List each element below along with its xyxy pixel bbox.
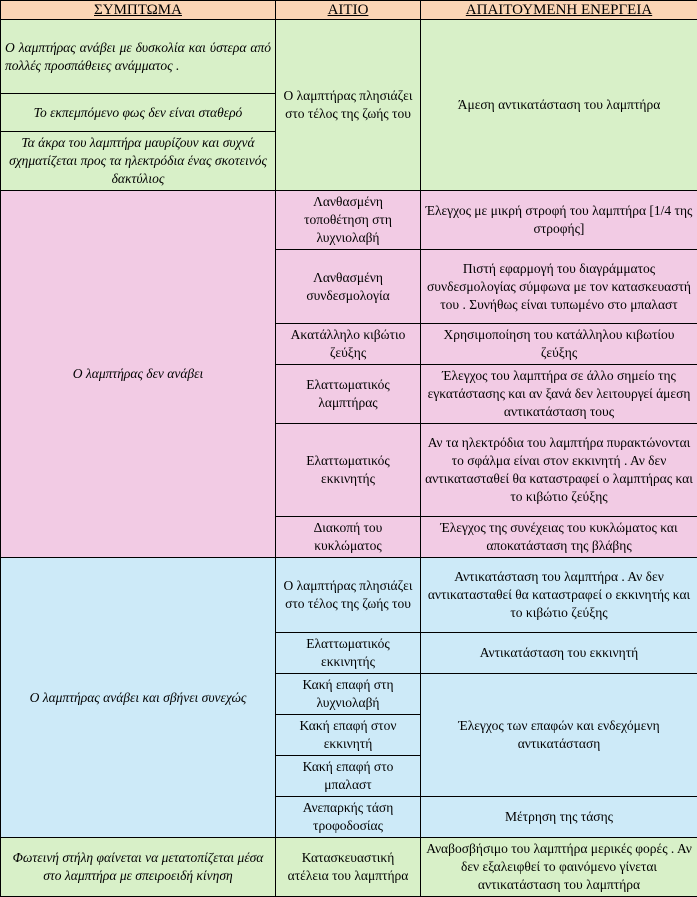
cause-cell: Διακοπή του κυκλώματος: [276, 517, 421, 558]
symptom-cell: Ο λαμπτήρας ανάβει με δυσκολία και ύστερα από πολλές προσπάθειες ανάμματος .: [1, 20, 276, 94]
action-cell: Έλεγχος των επαφών και ενδεχόμενη αντικατάσταση: [421, 674, 697, 797]
cause-cell: Κατασκευαστική ατέλεια του λαμπτήρα: [276, 838, 421, 897]
action-cell: Αντικατάσταση του λαμπτήρα . Αν δεν αντικατασταθεί θα καταστραφεί ο εκκινητής και το κιβώτιο ζεύξης: [421, 558, 697, 633]
cause-cell: Ελαττωματικός λαμπτήρας: [276, 365, 421, 424]
cause-cell: Κακή επαφή στον εκκινητή: [276, 715, 421, 756]
symptom-cell: Φωτεινή στήλη φαίνεται να μετατοπίζεται μέσα στο λαμπτήρα με σπειροειδή κίνηση: [1, 838, 276, 897]
cause-cell: Ανεπαρκής τάση τροφοδοσίας: [276, 797, 421, 838]
action-cell: Έλεγχος με μικρή στροφή του λαμπτήρα [1/4 της στροφής]: [421, 191, 697, 250]
cause-cell: Κακή επαφή στο μπαλαστ: [276, 756, 421, 797]
cause-cell: Λανθασμένη συνδεσμολογία: [276, 250, 421, 324]
table-row: [1, 20, 697, 94]
cause-cell: Ελαττωματικός εκκινητής: [276, 633, 421, 674]
cause-cell: Λανθασμένη τοποθέτηση στη λυχνιολαβή: [276, 191, 421, 250]
cause-cell: Κακή επαφή στη λυχνιολαβή: [276, 674, 421, 715]
symptom-cell: Ο λαμπτήρας δεν ανάβει: [1, 191, 276, 558]
table-row: [1, 838, 697, 897]
action-cell: Έλεγχος της συνέχειας του κυκλώματος και αποκατάσταση της βλάβης: [421, 517, 697, 558]
action-cell: Χρησιμοποίηση του κατάλληλου κιβωτίου ζεύξης: [421, 324, 697, 365]
action-cell: Έλεγχος του λαμπτήρα σε άλλο σημείο της εγκατάστασης και αν ξανά δεν λειτουργεί άμεση αντικατάσταση τους: [421, 365, 697, 424]
header-cause: ΑΙΤΙΟ: [276, 1, 421, 20]
action-cell: Αναβοσβήσιμο του λαμπτήρα μερικές φορές . Αν δεν εξαλειφθεί το φαινόμενο γίνεται αντικατάσταση του λαμπτήρα: [421, 838, 697, 897]
table-row: [1, 558, 697, 633]
action-cell: Αν τα ηλεκτρόδια του λαμπτήρα πυρακτώνονται το σφάλμα είναι στον εκκινητή . Αν δεν αντικατασταθεί θα καταστραφεί ο λαμπτήρας και το κιβώτιο ζεύξης: [421, 424, 697, 517]
cause-cell: Ο λαμπτήρας πλησιάζει στο τέλος της ζωής του: [276, 558, 421, 633]
header-action: ΑΠΑΙΤΟΥΜΕΝΗ ΕΝΕΡΓΕΙΑ: [421, 1, 697, 20]
cause-cell: Ελαττωματικός εκκινητής: [276, 424, 421, 517]
table-row: [1, 191, 697, 250]
cause-cell: Ο λαμπτήρας πλησιάζει στο τέλος της ζωής του: [276, 20, 421, 191]
header-row: [1, 1, 697, 20]
header-symptom: ΣΥΜΠΤΩΜΑ: [1, 1, 276, 20]
symptom-cell: Ο λαμπτήρας ανάβει και σβήνει συνεχώς: [1, 558, 276, 838]
action-cell: Άμεση αντικατάσταση του λαμπτήρα: [421, 20, 697, 191]
cause-cell: Ακατάλληλο κιβώτιο ζεύξης: [276, 324, 421, 365]
action-cell: Μέτρηση της τάσης: [421, 797, 697, 838]
action-cell: Αντικατάσταση του εκκινητή: [421, 633, 697, 674]
action-cell: Πιστή εφαρμογή του διαγράμματος συνδεσμολογίας σύμφωνα με τον κατασκευαστή του . Συνήθως είναι τυπωμένο στο μπαλαστ: [421, 250, 697, 324]
symptom-cell: Τα άκρα του λαμπτήρα μαυρίζουν και συχνά σχηματίζεται προς τα ηλεκτρόδια ένας σκοτεινός δακτύλιος: [1, 132, 276, 191]
symptom-cell: Το εκπεμπόμενο φως δεν είναι σταθερό: [1, 94, 276, 132]
